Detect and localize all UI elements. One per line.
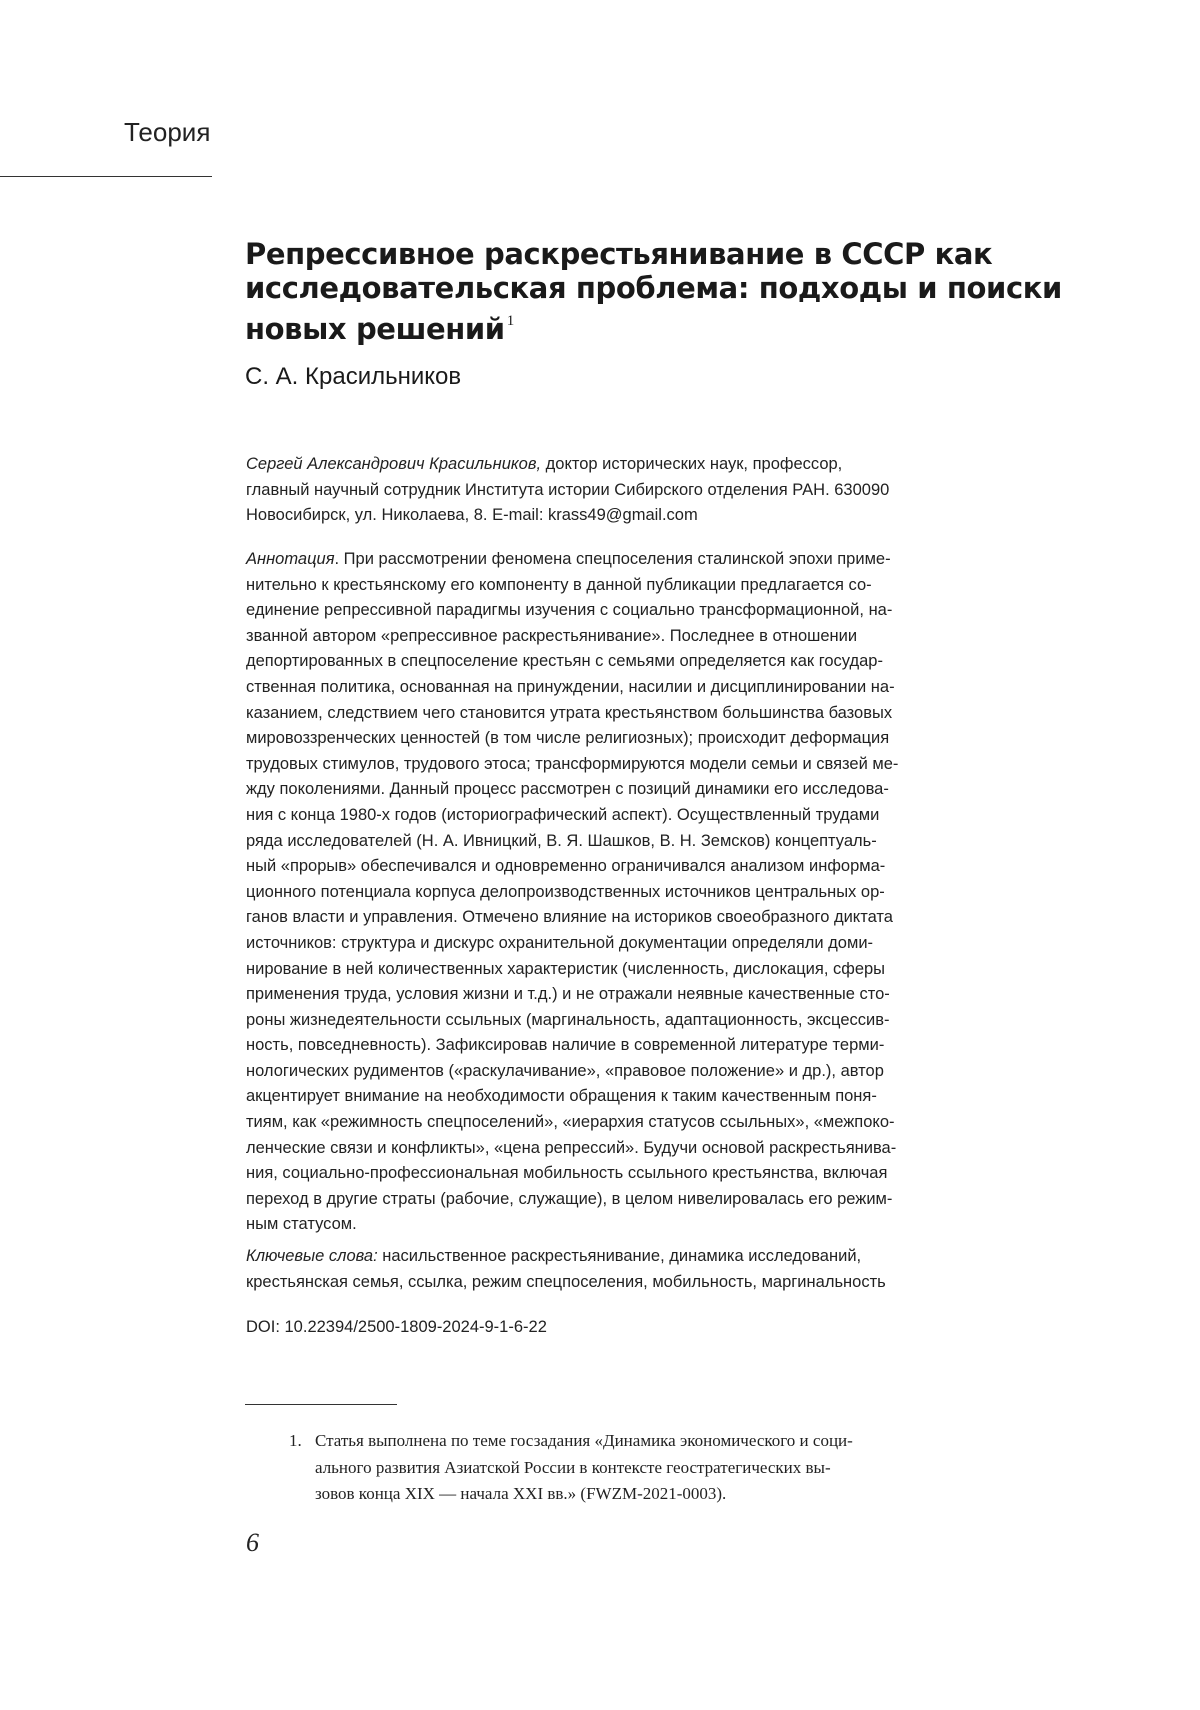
title-line: исследовательская проблема: подходы и поиски [245,270,1062,305]
article-title [245,238,1065,347]
abstract-line: единение репрессивной парадигмы изучения с социально трансформационной, на- [246,601,893,620]
footnote-line [289,1455,1019,1482]
affiliation-line [246,452,1016,478]
abstract-line: источников: структура и дискурс охранительной документации определяли доми- [246,933,874,952]
affiliation-text: доктор исторических наук, профессор, [541,455,843,473]
abstract-line: ленческие связи и конфликты», «цена репрессий». Будучи основой раскрестьянива- [246,1138,897,1157]
keywords-line: крестьянская семья, ссылка, режим спецпоселения, мобильность, маргинальность [246,1272,886,1291]
page-number: 6 [246,1528,259,1557]
abstract-line [246,547,1016,573]
abstract-line: роны жизнедеятельности ссыльных (маргинальность, адаптационность, эксцессив- [246,1010,890,1029]
affiliation-author-name: Сергей Александрович Красильников, [246,455,542,473]
abstract-line: нологических рудиментов («раскулачивание», «правовое положение» и др.), автор [246,1061,884,1080]
footnote [289,1428,1019,1508]
footnote-line [289,1481,1019,1508]
section-label: Теория [124,117,211,147]
keywords-label: Ключевые слова: [246,1247,378,1265]
keywords-text: насильственное раскрестьянивание, динамика исследований, [377,1247,862,1265]
abstract-line: акцентирует внимание на необходимости обращения к таким качественным поня- [246,1087,877,1106]
abstract-line: казанием, следствием чего становится утрата крестьянством большинства базовых [246,703,893,722]
footnote-text: зовов конца XIX — начала XXI вв.» (FWZM-2021-0003). [315,1484,727,1503]
title-line [245,305,1065,347]
doi[interactable]: DOI: 10.22394/2500-1809-2024-9-1-6-22 [246,1318,547,1336]
abstract-line: нительно к крестьянскому его компоненту в данной публикации предлагается со- [246,575,872,594]
abstract-line: нирование в ней количественных характеристик (численность, дислокация, сферы [246,959,886,978]
footnote-divider [245,1404,397,1405]
keywords [246,1244,1016,1295]
footnote-line [289,1428,1019,1455]
section-divider [0,176,212,177]
abstract-line: депортированных в спецпоселение крестьян с семьями определяется как государ- [246,652,883,671]
abstract-text: . При рассмотрении феномена спецпоселения сталинской эпохи приме- [334,550,891,568]
abstract-line: ганов власти и управления. Отмечено влияние на историков своеобразного диктата [246,908,893,927]
title-line: Репрессивное раскрестьянивание в СССР как [245,237,993,271]
footnote-text: ального развития Азиатской России в контексте геостратегических вы- [315,1457,831,1477]
abstract-line: ный «прорыв» обеспечивался и одновременно ограничивался анализом информа- [246,857,886,876]
abstract-line: ния, социально-профессиональная мобильность ссыльного крестьянства, включая [246,1164,888,1183]
keywords-line [246,1244,1016,1270]
affiliation-line: Новосибирск, ул. Николаева, 8. E-mail: krass49@gmail.com [246,506,698,525]
abstract-line: тиям, как «режимность спецпоселений», «иерархия статусов ссыльных», «межпоко- [246,1113,895,1132]
abstract-line: ния с конца 1980-х годов (историографический аспект). Осуществленный трудами [246,805,880,824]
author-name: С. А. Красильников [245,363,462,390]
title-line-text: новых решений [245,312,505,346]
abstract-line: жду поколениями. Данный процесс рассмотрен с позиций динамики его исследова- [246,780,889,799]
abstract-line: ственная политика, основанная на принуждении, насилии и дисциплинировании на- [246,677,895,696]
abstract-line: применения труда, условия жизни и т.д.) и не отражали неявные качественные сто- [246,985,890,1004]
author-affiliation [246,452,1016,529]
abstract-line: ным статусом. [246,1215,357,1234]
footnote-number: 1. [289,1431,302,1450]
abstract-line: мировоззренческих ценностей (в том числе религиозных); происходит деформация [246,729,890,748]
abstract-line: ность, повседневность). Зафиксировав наличие в современной литературе терми- [246,1036,885,1055]
footnote-reference[interactable]: 1 [506,313,514,329]
abstract-label: Аннотация [246,550,335,568]
abstract-line: переход в другие страты (рабочие, служащие), в целом нивелировалась его режим- [246,1189,893,1208]
abstract-line: ционного потенциала корпуса делопроизводственных источников центральных ор- [246,882,885,901]
abstract-line: трудовых стимулов, трудового этоса; трансформируются модели семьи и связей ме- [246,754,899,773]
footnote-text: Статья выполнена по теме госзадания «Динамика экономического и соци- [315,1431,853,1450]
abstract-line: званной автором «репрессивное раскрестьянивание». Последнее в отношении [246,626,858,645]
affiliation-line: главный научный сотрудник Института истории Сибирского отделения РАН. 630090 [246,480,890,499]
abstract-line: ряда исследователей (Н. А. Ивницкий, В. Я. Шашков, В. Н. Земсков) концептуаль- [246,831,877,850]
abstract [246,547,1016,1238]
